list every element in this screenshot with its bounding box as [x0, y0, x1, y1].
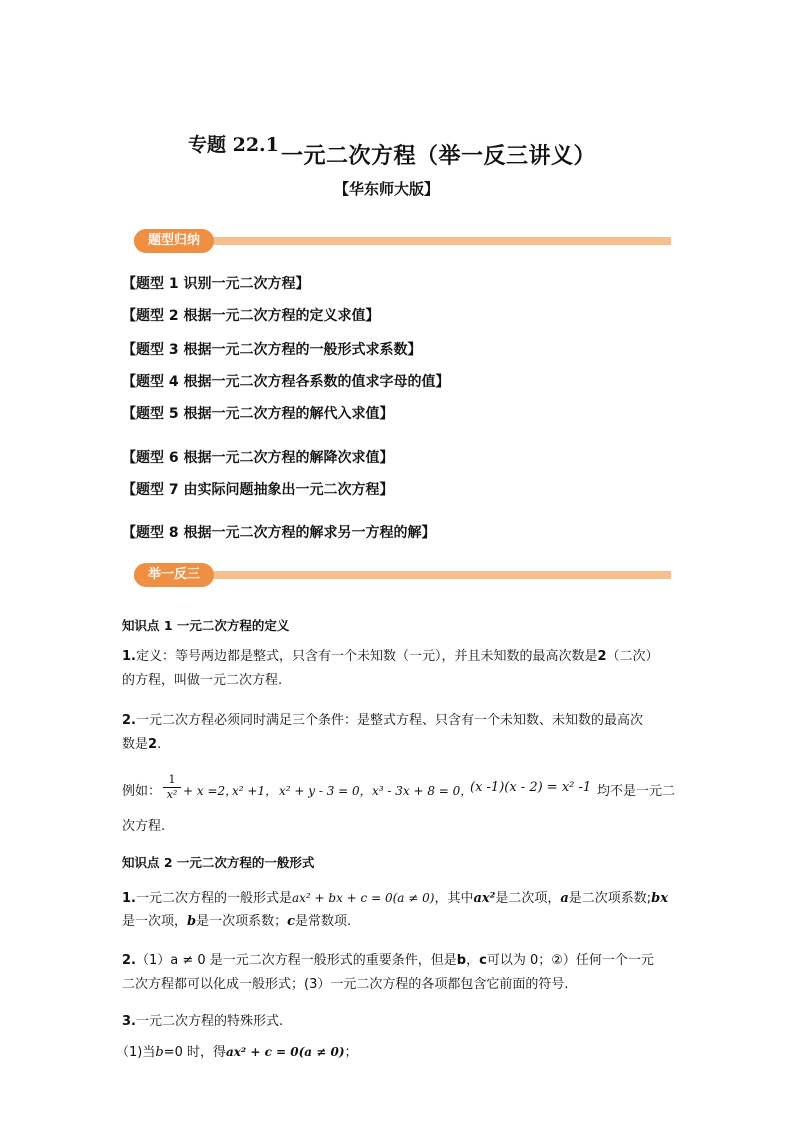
- item-number: 1.: [122, 649, 136, 664]
- variable: b: [187, 914, 197, 929]
- text-span: 是一次项，: [122, 914, 188, 929]
- general-form-paragraph: [122, 887, 668, 910]
- text-span: 是二次项，: [495, 891, 561, 906]
- fraction: [163, 773, 181, 801]
- item-number: 1.: [122, 891, 136, 906]
- variable: b: [456, 953, 467, 968]
- text-span: 数是: [122, 737, 149, 752]
- fraction-denominator: x²: [163, 787, 181, 801]
- text-span: 2: [597, 649, 607, 664]
- special-form-heading: [122, 1011, 283, 1033]
- text-span: （二次）: [606, 649, 659, 664]
- toc-item: 【题型 4 根据一元二次方程各系数的值求字母的值】: [122, 374, 450, 390]
- item-number: 2.: [122, 953, 136, 968]
- variable: b: [155, 1045, 164, 1060]
- toc-item: 【题型 1 识别一元二次方程】: [122, 276, 310, 292]
- toc-item: 【题型 2 根据一元二次方程的定义求值】: [122, 308, 380, 324]
- conditions-paragraph-line2: [122, 734, 161, 756]
- text-span: ，其中: [434, 891, 474, 906]
- text-span: ，: [466, 953, 480, 968]
- conditions2-paragraph-line2: 二次方程都可以化成一般形式；(3）一元二次方程的各项都包含它前面的符号.: [122, 977, 569, 992]
- conditions-paragraph: [122, 710, 643, 732]
- variable: c: [479, 953, 487, 968]
- text-span: 一元二次方程的一般形式是: [135, 891, 292, 906]
- text-span: ；: [344, 1045, 358, 1060]
- section-divider: [134, 237, 671, 245]
- variable: c: [287, 914, 296, 929]
- text-span: 是常数项.: [295, 914, 352, 929]
- conditions2-paragraph: [122, 950, 654, 972]
- special-form-case: [116, 1041, 358, 1064]
- definition-paragraph-line2: 的方程，叫做一元二次方程.: [122, 673, 283, 688]
- example-label: 例如：: [122, 784, 162, 799]
- general-form-paragraph-line2: [122, 911, 351, 933]
- example-tail: 均不是一元二: [597, 784, 676, 799]
- fraction-numerator: 1: [168, 773, 176, 786]
- practice-banner: 举一反三: [134, 563, 214, 587]
- item-number: 3.: [122, 1014, 136, 1029]
- text-span: .: [157, 737, 162, 752]
- text-span: 一元二次方程的特殊形式.: [135, 1014, 284, 1029]
- text-span: 一元二次方程必须同时满足三个条件：是整式方程、只含有一个未知数、未知数的最高次: [135, 713, 643, 728]
- text-span: =0 时，得: [163, 1045, 226, 1060]
- toc-item: 【题型 6 根据一元二次方程的解降次求值】: [122, 450, 394, 466]
- variable: a: [560, 891, 569, 906]
- example-expression: x² + y - 3 = 0，: [279, 784, 372, 798]
- text-span: 定义：等号两边都是整式，只含有一个未知数（一元），并且未知数的最高次数是: [135, 649, 598, 664]
- text-span: （1)当: [116, 1045, 156, 1060]
- example-expression: (x -1)(x - 2) = x² -1: [470, 780, 592, 795]
- variable: bx: [651, 891, 669, 906]
- text-span: 可以为 0；②）任何一个一元: [486, 953, 654, 968]
- example-expression: x³ - 3x + 8 = 0，: [372, 784, 473, 798]
- topic-number: 专题 22.1: [188, 134, 279, 156]
- example-tail-line2: 次方程.: [122, 819, 166, 834]
- example-expression: + x =2，: [183, 784, 238, 798]
- item-number: 2.: [122, 713, 136, 728]
- section-divider: [134, 571, 671, 579]
- knowledge-heading: 知识点 2 一元二次方程的一般形式: [122, 855, 315, 870]
- types-banner: 题型归纳: [134, 229, 214, 253]
- toc-item: 【题型 7 由实际问题抽象出一元二次方程】: [122, 482, 394, 498]
- toc-item: 【题型 3 根据一元二次方程的一般形式求系数】: [122, 342, 422, 358]
- page-title: 一元二次方程（举一反三讲义）: [281, 143, 597, 169]
- formula: ax² + bx + c = 0(a ≠ 0): [292, 891, 435, 905]
- toc-item: 【题型 8 根据一元二次方程的解求另一方程的解】: [122, 525, 436, 541]
- edition-label: 【华东师大版】: [334, 180, 440, 198]
- text-span: （1）a ≠ 0 是一元二次方程一般形式的重要条件，但是: [135, 953, 457, 968]
- toc-item: 【题型 5 根据一元二次方程的解代入求值】: [122, 406, 394, 422]
- example-expression: x² +1，: [232, 784, 278, 798]
- knowledge-heading: 知识点 1 一元二次方程的定义: [122, 618, 290, 633]
- text-span: 是二次项系数;: [568, 891, 652, 906]
- text-span: 是一次项系数；: [196, 914, 288, 929]
- text-span: 2: [148, 737, 158, 752]
- formula: ax² + c = 0(a ≠ 0): [225, 1045, 345, 1059]
- definition-paragraph: [122, 646, 659, 668]
- formula: ax²: [473, 891, 496, 906]
